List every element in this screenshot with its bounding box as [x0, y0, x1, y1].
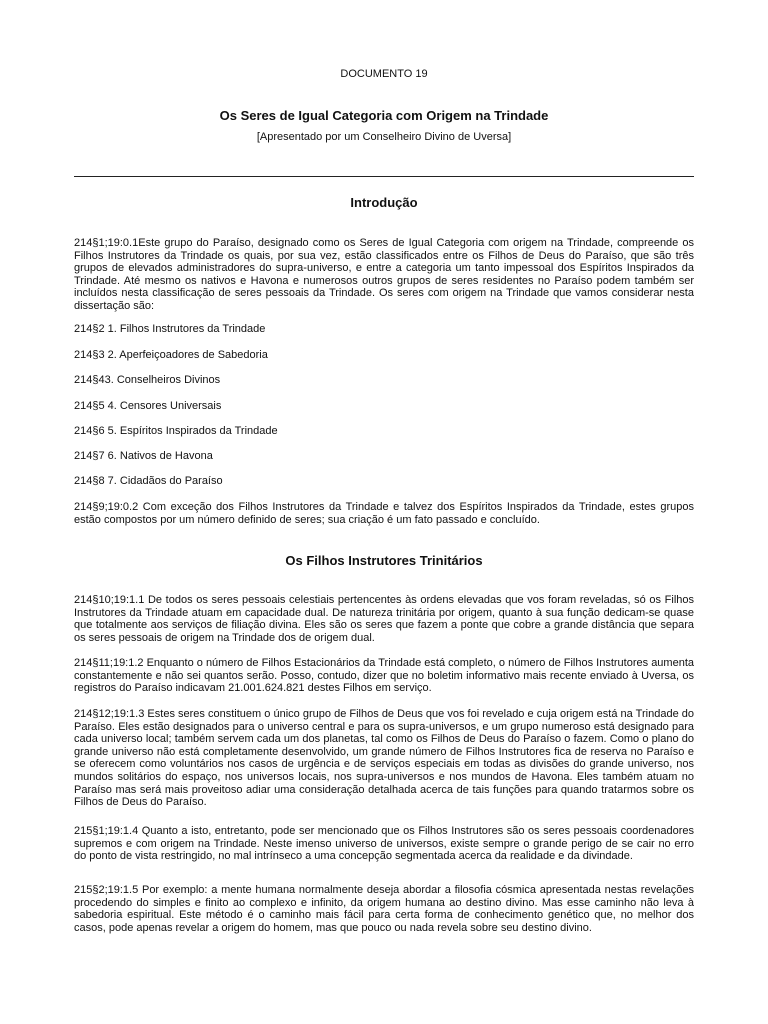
section-heading-filhos-instrutores: Os Filhos Instrutores Trinitários — [285, 553, 483, 568]
paragraph: 215§1;19:1.4 Quanto a isto, entretanto, pode ser mencionado que os Filhos Instrutores são os seres pessoais coordenadores supremos e com origem na Trindade. Neste imenso universo de universos, existe sempre o grande perigo de se cair no erro do ponto de vista restringido, no mal intrínseco a uma concepção segmentada acerca da realidade e da divindade. — [74, 825, 694, 863]
horizontal-divider — [74, 176, 694, 177]
list-item: 214§7 6. Nativos de Havona — [74, 450, 213, 462]
paragraph: 215§2;19:1.5 Por exemplo: a mente humana normalmente deseja abordar a filosofia cósmica apresentada nestas revelações procedendo do simples e finito ao complexo e infinito, da origem humana ao destino divino. Mas esse caminho não leva à sabedoria espiritual. Este método é o caminho mais fácil para certa forma de conhecimento genético que, no melhor dos casos, pode apenas revelar a origem do homem, mas que pouco ou nada revela sobre seu destino divino. — [74, 884, 694, 934]
section-heading-introduction: Introdução — [350, 195, 418, 210]
paragraph: 214§10;19:1.1 De todos os seres pessoais celestiais pertencentes às ordens elevadas que vos foram reveladas, só os Filhos Instrutores da Trindade atuam em capacidade dual. De natureza trinitária por origem, quanto à sua função dedicam-se quase que totalmente aos serviços de filiação divina. Eles são os seres que fazem a ponte que cobre a grande distância que separa os seres pessoais de origem na Trindade dos de origem dual. — [74, 594, 694, 644]
list-item: 214§3 2. Aperfeiçoadores de Sabedoria — [74, 349, 268, 361]
document-number: DOCUMENTO 19 — [340, 68, 428, 80]
list-item: 214§43. Conselheiros Divinos — [74, 374, 221, 386]
list-item: 214§6 5. Espíritos Inspirados da Trindade — [74, 425, 278, 437]
paragraph: 214§11;19:1.2 Enquanto o número de Filhos Estacionários da Trindade está completo, o número de Filhos Instrutores aumenta constantemente e não sei quantos serão. Posso, contudo, dizer que no boletim informativo mais recente enviado à Uversa, os registros do Paraíso indicavam 21.001.624.821 destes Filhos em serviço. — [74, 657, 694, 695]
paragraph: 214§12;19:1.3 Estes seres constituem o único grupo de Filhos de Deus que vos foi revelado e cuja origem está na Trindade do Paraíso. Eles estão designados para o universo central e para os supra-universos, e um grupo numeroso está designado para cada universo local; também servem cada um dos planetas, tal como os Filhos de Deus do Paraíso o fazem. Como o plano do grande universo não está completamente desenvolvido, um grande número de Filhos Instrutores fica de reserva no Paraíso e se oferecem como voluntários nos casos de urgência e de serviços especiais em todas as divisões do grande universo, nos mundos solitários do espaço, nos universos locais, nos supra-universos e nos mundos de Havona. Eles também atuam no Paraíso mas será mais proveitoso adiar uma consideração detalhada acerca de tais funções para quando tratarmos sobre os Filhos de Deus do Paraíso. — [74, 708, 694, 809]
paragraph: 214§9;19:0.2 Com exceção dos Filhos Instrutores da Trindade e talvez dos Espíritos Inspirados da Trindade, estes grupos estão compostos por um número definido de seres; sua criação é um fato passado e concluído. — [74, 501, 694, 526]
paragraph: 214§1;19:0.1Este grupo do Paraíso, designado como os Seres de Igual Categoria com origem na Trindade, compreende os Filhos Instrutores da Trindade os quais, por sua vez, estão classificados entre os Filhos de Deus do Paraíso, que são três grupos de elevados administradores do supra-universo, e entre a categoria um tanto impessoal dos Espíritos Inspirados da Trindade. Até mesmo os nativos e Havona e numerosos outros grupos de seres residentes no Paraíso podem também ser incluídos nesta classificação de seres pessoais da Trindade. Os seres com origem na Trindade que vamos considerar nesta dissertação são: — [74, 237, 694, 312]
list-item: 214§2 1. Filhos Instrutores da Trindade — [74, 323, 266, 335]
document-subtitle: [Apresentado por um Conselheiro Divino de Uversa] — [256, 131, 512, 143]
list-item: 214§5 4. Censores Universais — [74, 400, 222, 412]
document-title: Os Seres de Igual Categoria com Origem na Trindade — [219, 108, 549, 123]
list-item: 214§8 7. Cidadãos do Paraíso — [74, 475, 223, 487]
